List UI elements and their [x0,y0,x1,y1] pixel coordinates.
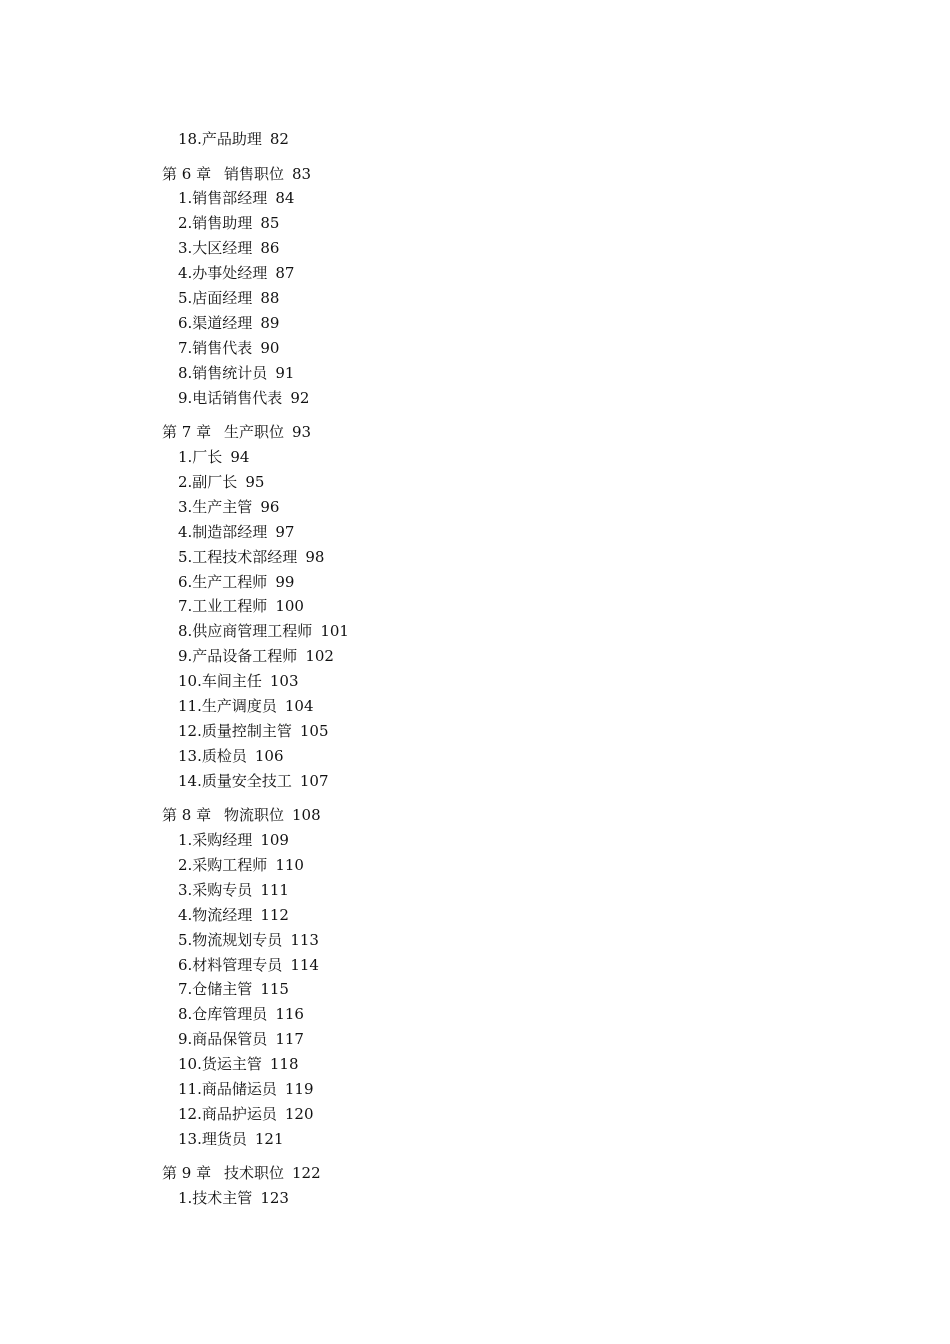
toc-entry-label: 6.渠道经理 [178,313,253,332]
toc-entry-label: 6.生产工程师 [178,572,268,591]
toc-entry-label: 3.采购专员 [178,880,253,899]
toc-entry-page: 91 [275,363,295,382]
toc-entry-page: 99 [275,572,295,591]
toc-entry [162,261,862,286]
toc-entry [162,336,862,361]
toc-entry [162,744,862,769]
toc-entry-page: 92 [290,388,310,407]
toc-entry-label: 8.仓库管理员 [178,1005,268,1024]
toc-entry-page: 121 [254,1129,284,1148]
toc-entry-page: 110 [275,856,304,874]
chapter-heading [162,1161,862,1186]
toc-entry [162,619,862,644]
chapter-page: 93 [292,423,312,442]
toc-entry [162,1102,862,1127]
toc-entry [162,594,862,619]
table-of-contents [162,127,862,1211]
toc-entry-label: 11.生产调度员 [178,696,277,715]
toc-entry [162,928,862,953]
toc-entry-label: 9.电话销售代表 [178,388,283,407]
chapter-page: 122 [292,1164,321,1183]
toc-entry-label: 2.销售助理 [178,214,253,233]
toc-entry [162,1077,862,1102]
toc-entry [162,495,862,520]
toc-entry-label: 5.工程技术部经理 [178,547,298,566]
toc-entry [162,311,862,336]
toc-entry-label: 13.理货员 [178,1129,247,1148]
toc-entry-page: 85 [260,214,280,233]
toc-entry-label: 7.销售代表 [178,338,253,357]
toc-entry-label: 4.办事处经理 [178,264,268,283]
chapter-number: 第 6 章 [162,164,212,183]
toc-entry [162,186,862,211]
toc-entry [162,545,862,570]
toc-entry-label: 8.销售统计员 [178,363,268,382]
toc-entry-page: 86 [260,239,280,258]
toc-entry [162,361,862,386]
chapter-page: 83 [292,164,312,183]
chapter-number: 第 8 章 [162,806,212,825]
toc-entry-page: 120 [284,1104,314,1123]
toc-entry [162,1127,862,1152]
toc-entry-label: 9.产品设备工程师 [178,647,298,666]
toc-entry-label: 13.质检员 [178,746,247,765]
toc-entry [162,445,862,470]
chapter-title: 技术职位 [224,1164,285,1183]
toc-entry-label: 14.质量安全技工 [178,771,292,790]
toc-entry [162,570,862,595]
toc-entry-label: 1.采购经理 [178,831,253,850]
toc-entry-label: 9.商品保管员 [178,1030,268,1049]
toc-entry-page: 115 [260,980,289,999]
toc-entry-label: 18.产品助理 [178,130,262,148]
toc-entry-page: 95 [245,472,265,491]
toc-entry-page: 101 [320,622,349,641]
chapter-heading [162,162,862,187]
toc-entry [162,953,862,978]
toc-entry-label: 7.工业工程师 [178,597,268,616]
toc-entry-page: 87 [275,264,295,283]
toc-entry [162,286,862,311]
toc-entry-page: 96 [260,497,280,516]
toc-entry [162,1052,862,1077]
toc-entry-label: 8.供应商管理工程师 [178,622,313,641]
toc-entry-label: 1.技术主管 [178,1189,253,1208]
toc-entry-page: 123 [260,1189,289,1208]
toc-entry-label: 11.商品储运员 [178,1080,277,1099]
toc-entry-label: 2.采购工程师 [178,856,268,874]
toc-entry-page: 111 [260,880,289,899]
toc-entry-label: 4.物流经理 [178,905,253,924]
chapter-number: 第 9 章 [162,1164,212,1183]
chapter-page: 108 [292,806,321,825]
toc-entry-page: 84 [275,189,295,208]
toc-entry-page: 106 [254,746,284,765]
toc-entry [162,644,862,669]
toc-entry [162,520,862,545]
toc-entry [162,211,862,236]
toc-entry-page: 114 [290,955,319,974]
toc-entry [162,878,862,903]
toc-entry-page: 82 [269,130,289,148]
toc-entry-page: 97 [275,522,295,541]
toc-entry [162,386,862,411]
toc-entry-label: 10.车间主任 [178,672,262,691]
toc-entry [162,694,862,719]
toc-entry-label: 5.店面经理 [178,289,253,308]
chapter-title: 生产职位 [224,423,285,442]
toc-entry [162,127,862,152]
toc-entry-label: 2.副厂长 [178,472,238,491]
chapter-heading [162,803,862,828]
chapter-number: 第 7 章 [162,423,212,442]
toc-entry-page: 89 [260,313,280,332]
toc-entry-page: 109 [260,831,289,850]
toc-entry-label: 1.厂长 [178,448,223,467]
toc-entry [162,669,862,694]
toc-entry [162,470,862,495]
toc-entry [162,1002,862,1027]
toc-entry-label: 12.商品护运员 [178,1104,277,1123]
chapter-heading [162,420,862,445]
toc-entry-page: 112 [260,905,289,924]
toc-entry-page: 117 [275,1030,304,1049]
toc-entry-page: 118 [269,1055,299,1074]
toc-entry-label: 12.质量控制主管 [178,721,292,740]
toc-entry [162,903,862,928]
toc-entry [162,977,862,1002]
toc-entry-page: 107 [299,771,329,790]
toc-entry [162,719,862,744]
toc-entry-label: 5.物流规划专员 [178,930,283,949]
toc-entry [162,236,862,261]
toc-entry-page: 116 [275,1005,304,1024]
toc-entry-page: 103 [269,672,299,691]
toc-entry-label: 7.仓储主管 [178,980,253,999]
toc-entry-label: 3.大区经理 [178,239,253,258]
toc-entry-label: 4.制造部经理 [178,522,268,541]
toc-entry-label: 3.生产主管 [178,497,253,516]
toc-entry-label: 1.销售部经理 [178,189,268,208]
toc-entry-page: 98 [305,547,325,566]
toc-entry-label: 6.材料管理专员 [178,955,283,974]
toc-entry-page: 105 [299,721,329,740]
toc-entry-page: 102 [305,647,334,666]
toc-entry [162,853,862,878]
chapter-title: 销售职位 [224,164,285,183]
toc-entry [162,1186,862,1211]
toc-entry-page: 88 [260,289,280,308]
toc-entry-page: 104 [284,696,314,715]
toc-entry [162,1027,862,1052]
toc-entry [162,769,862,794]
toc-entry-page: 90 [260,338,280,357]
toc-entry-page: 119 [284,1080,314,1099]
toc-entry-page: 94 [230,448,250,467]
toc-entry-page: 100 [275,597,304,616]
toc-entry-page: 113 [290,930,319,949]
toc-entry [162,828,862,853]
toc-entry-label: 10.货运主管 [178,1055,262,1074]
chapter-title: 物流职位 [224,806,285,825]
